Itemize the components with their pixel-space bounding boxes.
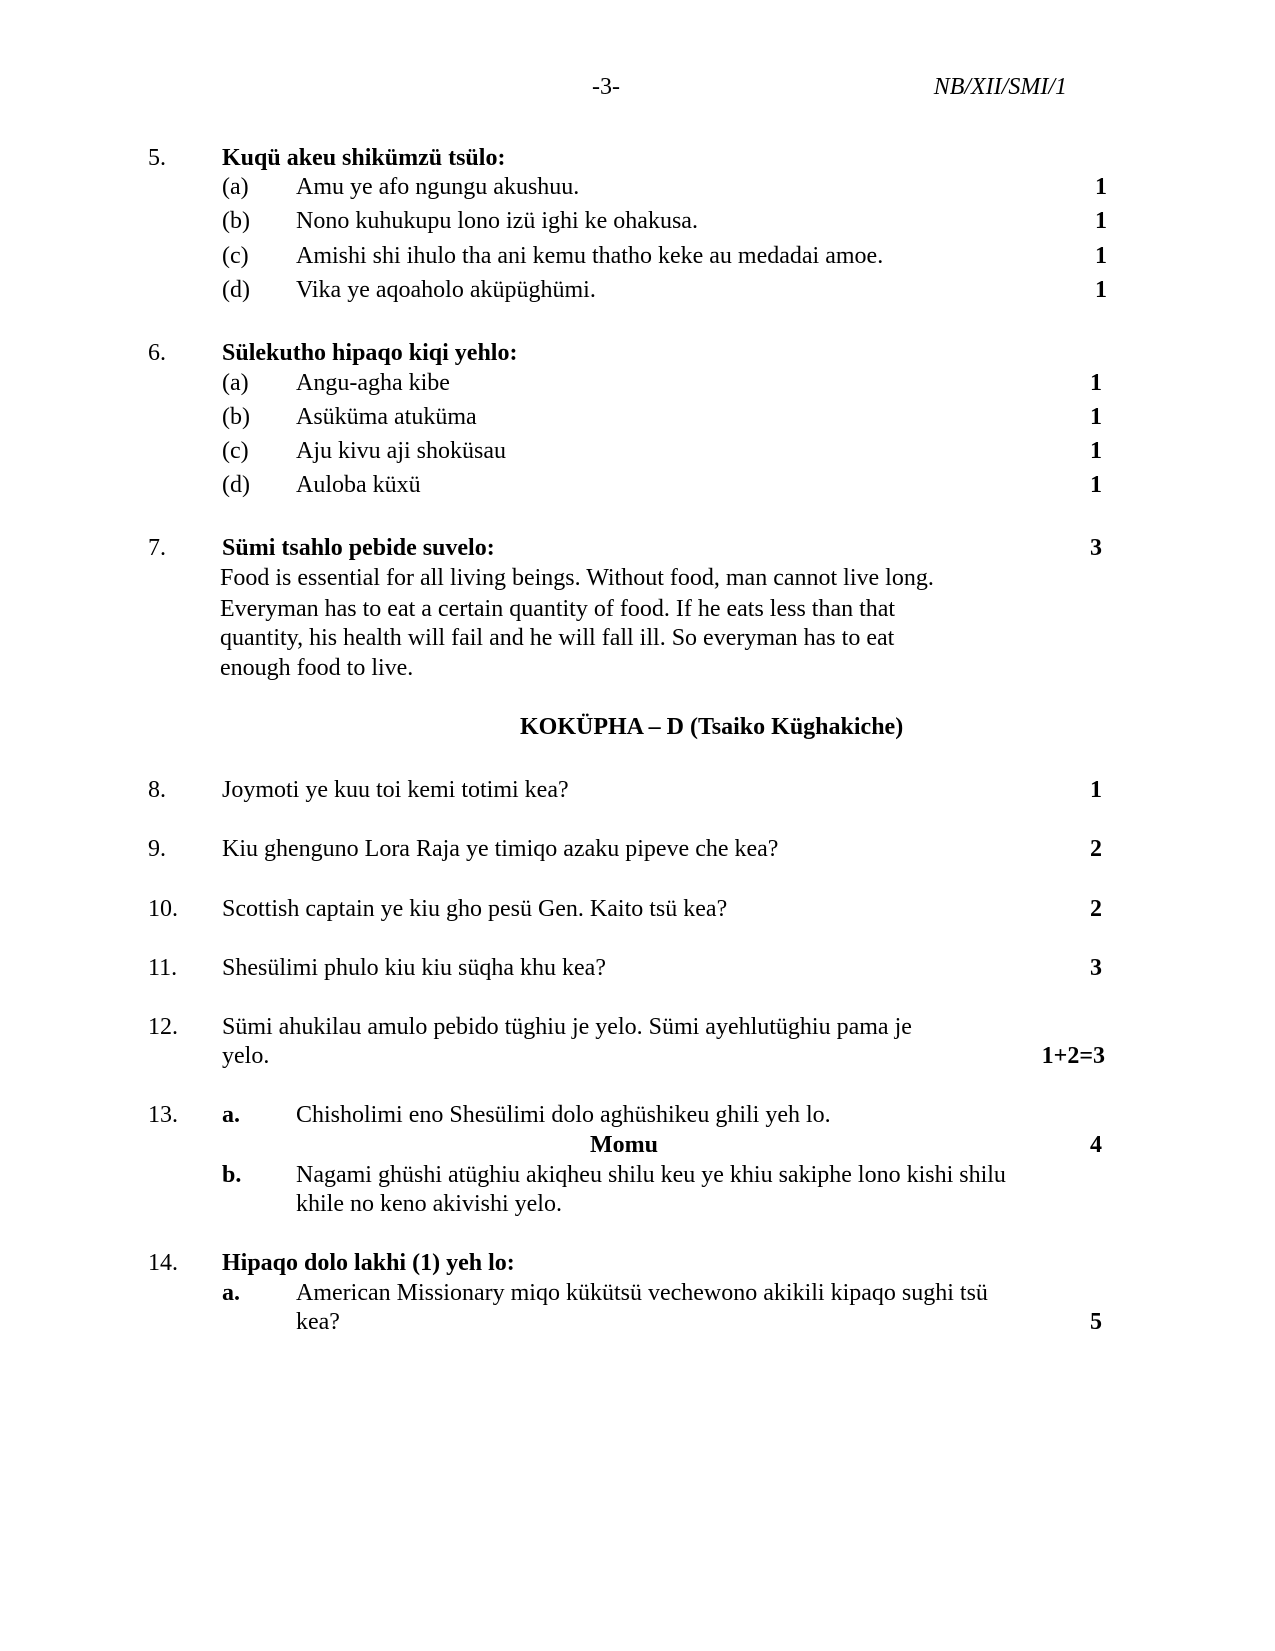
question-number: 10. (148, 896, 178, 922)
question-text: Kiu ghenguno Lora Raja ye timiqo azaku pipeve che kea? (222, 836, 779, 862)
question-mark: 3 (1090, 535, 1102, 561)
question-text: Joymoti ye kuu toi kemi totimi kea? (222, 777, 569, 803)
page-number: -3- (592, 74, 620, 100)
question-mark: 2 (1090, 896, 1102, 922)
item-text: Amishi shi ihulo tha ani kemu thatho keke au medadai amoe. (296, 243, 884, 269)
item-text: Auloba küxü (296, 472, 421, 498)
question-number: 7. (148, 535, 166, 561)
question-mark: 1 (1090, 777, 1102, 803)
section-heading: KOKÜPHA – D (Tsaiko Küghakiche) (520, 714, 904, 740)
question-number: 8. (148, 777, 166, 803)
question-title: Sülekutho hipaqo kiqi yehlo: (222, 340, 518, 366)
option-text: Chisholimi eno Shesülimi dolo aghüshikeu ghili yeh lo. (296, 1102, 831, 1128)
passage-line: enough food to live. (220, 655, 414, 681)
option-text: khile no keno akivishi yelo. (296, 1191, 562, 1217)
item-label: (a) (222, 370, 249, 396)
option-text: Nagami ghüshi atüghiu akiqheu shilu keu ye khiu sakiphe lono kishi shilu (296, 1162, 1006, 1188)
question-number: 11. (148, 955, 178, 981)
passage-line: Everyman has to eat a certain quantity of food. If he eats less than that (220, 596, 896, 622)
question-number: 14. (148, 1250, 178, 1276)
item-label: (d) (222, 277, 250, 303)
paper-code: NB/XII/SMI/1 (933, 74, 1067, 100)
question-mark: 3 (1090, 955, 1102, 981)
item-label: (c) (222, 243, 249, 269)
question-text: Shesülimi phulo kiu kiu süqha khu kea? (222, 955, 606, 981)
question-number: 9. (148, 836, 166, 862)
item-label: (c) (222, 438, 249, 464)
or-label: Momu (590, 1132, 658, 1158)
item-mark: 1 (1090, 438, 1102, 464)
item-label: (d) (222, 472, 250, 498)
item-mark: 1 (1090, 404, 1102, 430)
question-number: 13. (148, 1102, 178, 1128)
question-text: Scottish captain ye kiu gho pesü Gen. Kaito tsü kea? (222, 896, 728, 922)
item-label: (b) (222, 404, 250, 430)
option-text: kea? (296, 1309, 340, 1335)
option-label: b. (222, 1162, 242, 1188)
item-text: Nono kuhukupu lono izü ighi ke ohakusa. (296, 208, 698, 234)
item-mark: 1 (1090, 472, 1102, 498)
question-mark: 2 (1090, 836, 1102, 862)
question-number: 5. (148, 145, 166, 171)
item-label: (a) (222, 174, 249, 200)
question-mark: 5 (1090, 1309, 1102, 1335)
item-text: Angu-agha kibe (296, 370, 450, 396)
question-mark: 4 (1090, 1132, 1102, 1158)
item-text: Amu ye afo ngungu akushuu. (296, 174, 580, 200)
question-text: Sümi ahukilau amulo pebido tüghiu je yelo. Sümi ayehlutüghiu pama je (222, 1014, 912, 1040)
passage-line: Food is essential for all living beings. Without food, man cannot live long. (220, 565, 934, 591)
item-text: Vika ye aqoaholo aküpüghümi. (296, 277, 596, 303)
question-number: 12. (148, 1014, 178, 1040)
passage-line: quantity, his health will fail and he will fall ill. So everyman has to eat (220, 625, 895, 651)
question-title: Sümi tsahlo pebide suvelo: (222, 535, 495, 561)
option-label: a. (222, 1280, 240, 1306)
item-mark: 1 (1095, 208, 1107, 234)
item-mark: 1 (1095, 174, 1107, 200)
question-title: Kuqü akeu shikümzü tsülo: (222, 145, 506, 171)
option-text: American Missionary miqo kükütsü vechewono akikili kipaqo sughi tsü (296, 1280, 988, 1306)
option-label: a. (222, 1102, 240, 1128)
item-text: Aju kivu aji shoküsau (296, 438, 506, 464)
item-mark: 1 (1095, 277, 1107, 303)
question-number: 6. (148, 340, 166, 366)
item-label: (b) (222, 208, 250, 234)
question-title: Hipaqo dolo lakhi (1) yeh lo: (222, 1250, 515, 1276)
item-text: Asüküma atuküma (296, 404, 477, 430)
question-mark: 1+2=3 (1041, 1043, 1105, 1069)
question-text: yelo. (222, 1043, 270, 1069)
item-mark: 1 (1095, 243, 1107, 269)
item-mark: 1 (1090, 370, 1102, 396)
